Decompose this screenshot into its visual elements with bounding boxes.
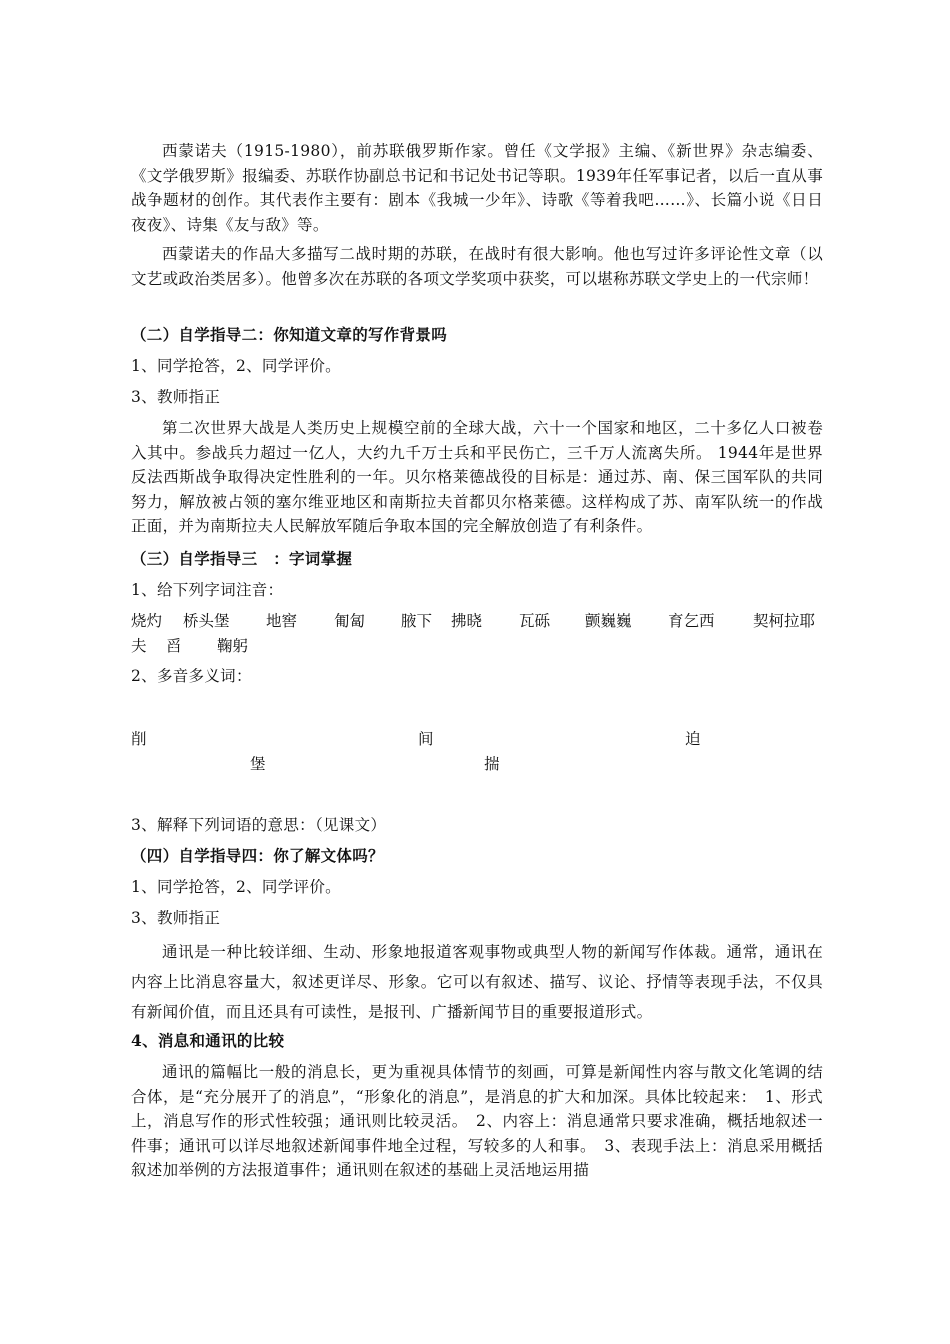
vocab-word: 契柯拉耶 — [753, 612, 816, 630]
author-bio-paragraph-2: 西蒙诺夫的作品大多描写二战时期的苏联，在战时有很大影响。他也写过许多评论性文章（以文艺或政治类居多）。他曾多次在苏联的各项文学奖项中获奖，可以堪称苏联文学史上的一代宗师！ — [131, 245, 823, 288]
section-2-step-3: 3、教师指正 — [131, 388, 221, 406]
vocab-word: 育乞西 — [668, 612, 715, 630]
section-4-step-3: 3、教师指正 — [131, 909, 221, 927]
vocab-word: 拂晓 — [451, 612, 483, 630]
vocab-word: 颤巍巍 — [585, 612, 632, 630]
vocab-word: 瓦砾 — [519, 612, 551, 630]
comparison-heading: 4、消息和通讯的比较 — [131, 1031, 285, 1050]
section-3-item-1: 1、给下列字词注音： — [131, 581, 284, 599]
author-bio-paragraph-1: 西蒙诺夫（1915-1980），前苏联俄罗斯作家。曾任《文学报》主编、《新世界》杂志编委、《文学俄罗斯》报编委、苏联作协副总书记和书记处书记等职。1939年任军事记者，以后一直从事战争题材的创作。其代表作主要有：剧本《我城一少年》、诗歌《等着我吧……》、长篇小说《日日夜夜》、诗集《友与敌》等。 — [131, 142, 823, 234]
vocab-word: 舀 — [166, 637, 182, 655]
vocab-word: 桥头堡 — [183, 612, 230, 630]
polyphone-char: 堡 — [250, 755, 266, 773]
section-3-item-2: 2、多音多义词： — [131, 667, 252, 685]
polyphone-char: 迫 — [685, 730, 701, 748]
polyphone-char: 间 — [418, 730, 434, 748]
vocab-word: 夫 — [131, 637, 147, 655]
section-2-step-1: 1、同学抢答，2、同学评价。 — [131, 357, 341, 375]
section-3-heading: （三）自学指导三 ：字词掌握 — [131, 549, 353, 568]
section-4-heading: （四）自学指导四：你了解文体吗？ — [131, 846, 384, 865]
polyphone-char: 削 — [131, 730, 147, 748]
vocab-word: 烧灼 — [131, 612, 163, 630]
vocab-word: 匍匐 — [334, 612, 366, 630]
vocab-word: 鞠躬 — [217, 637, 249, 655]
vocab-word: 地窖 — [266, 612, 298, 630]
polyphone-char: 揣 — [484, 755, 500, 773]
comparison-text: 通讯的篇幅比一般的消息长，更为重视具体情节的刻画，可算是新闻性内容与散文化笔调的结合体，是“充分展开了的消息”，“形象化的消息”，是消息的扩大和加深。具体比较起来： 1、形式上，消息写作的形式性较强；通讯则比较灵活。 2、内容上：消息通常只要求准确，概括地叙述一件事；通讯可以详尽地叙述新闻事件地全过程，写较多的人和事。 3、表现手法上：消息采用概括叙述加举例的方法报道事件；通讯则在叙述的基础上灵活地运用描 — [131, 1063, 823, 1179]
section-4-step-1: 1、同学抢答，2、同学评价。 — [131, 878, 341, 896]
section-4-genre-text: 通讯是一种比较详细、生动、形象地报道客观事物或典型人物的新闻写作体裁。通常，通讯在内容上比消息容量大，叙述更详尽、形象。它可以有叙述、描写、议论、抒情等表现手法，不仅具有新闻价值，而且还具有可读性，是报刊、广播新闻节目的重要报道形式。 — [131, 943, 823, 1021]
section-3-item-3: 3、解释下列词语的意思：（见课文） — [131, 816, 387, 834]
section-2-heading: （二）自学指导二：你知道文章的写作背景吗 — [131, 325, 448, 344]
section-2-background-text: 第二次世界大战是人类历史上规模空前的全球大战，六十一个国家和地区，二十多亿人口被卷入其中。参战兵力超过一亿人，大约九千万士兵和平民伤亡，三千万人流离失所。 1944年是世界反法西斯战争取得决定性胜利的一年。贝尔格莱德战役的目标是：通过苏、南、保三国军队的共同努力，解放被占领的塞尔维亚地区和南斯拉夫首都贝尔格莱德。这样构成了苏、南军队统一的作战正面，并为南斯拉夫人民解放军随后争取本国的完全解放创造了有利条件。 — [131, 419, 823, 535]
vocab-word: 腋下 — [401, 612, 433, 630]
